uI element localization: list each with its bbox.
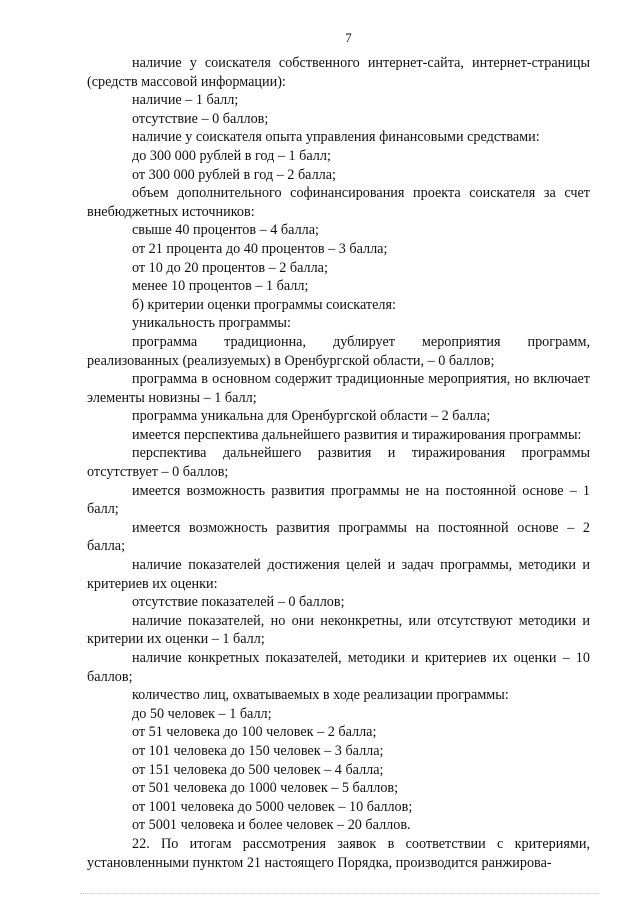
paragraph: от 51 человека до 100 человек – 2 балла;: [132, 724, 377, 741]
document-body: [87, 54, 590, 872]
paragraph: наличие конкретных показателей, методики и критериев их оценки – 10 баллов;: [87, 650, 590, 685]
paragraph: перспектива дальнейшего развития и тиражирования программы отсутствует – 0 баллов;: [87, 445, 590, 481]
paragraph: от 501 человека до 1000 человек – 5 баллов;: [132, 780, 399, 797]
paragraph: до 300 000 рублей в год – 1 балл;: [132, 147, 331, 164]
paragraph: б) критерии оценки программы соискателя:: [132, 296, 396, 313]
paragraph: программа традиционна, дублирует мероприятия программ, реализованных (реализуемых) в Оренбургской области, – 0 баллов;: [87, 333, 590, 369]
paragraph: программа уникальна для Оренбургской области – 2 балла;: [132, 408, 491, 425]
paragraph: наличие у соискателя опыта управления финансовыми средствами:: [132, 129, 540, 146]
paragraph: имеется возможность развития программы не на постоянной основе – 1 балл;: [87, 482, 590, 518]
paragraph: от 21 процента до 40 процентов – 3 балла;: [132, 240, 388, 257]
paragraph: наличие у соискателя собственного интернет-сайта, интернет-страницы (средств массовой информации):: [87, 55, 590, 90]
page-number: 7: [345, 30, 352, 45]
paragraph: от 10 до 20 процентов – 2 балла;: [132, 259, 328, 276]
paragraph: от 101 человека до 150 человек – 3 балла;: [132, 742, 384, 759]
paragraph: наличие – 1 балл;: [132, 92, 239, 109]
paragraph: количество лиц, охватываемых в ходе реализации программы:: [132, 687, 509, 704]
paragraph: уникальность программы:: [132, 315, 291, 332]
paragraph: имеется возможность развития программы на постоянной основе – 2 балла;: [87, 519, 590, 555]
paragraph: свыше 40 процентов – 4 балла;: [132, 222, 319, 239]
paragraph: отсутствие показателей – 0 баллов;: [132, 594, 345, 611]
paragraph: от 1001 человека до 5000 человек – 10 баллов;: [132, 798, 413, 815]
paragraph: наличие показателей достижения целей и задач программы, методики и критериев их оценки:: [87, 557, 590, 592]
scan-artifact-line: [80, 893, 600, 898]
paragraph: объем дополнительного софинансирования проекта соискателя за счет внебюджетных источников:: [87, 185, 590, 220]
paragraph: до 50 человек – 1 балл;: [132, 705, 272, 722]
paragraph: менее 10 процентов – 1 балл;: [132, 278, 309, 295]
paragraph: программа в основном содержит традиционные мероприятия, но включает элементы новизны – 1 балл;: [87, 371, 590, 406]
paragraph: имеется перспектива дальнейшего развития и тиражирования программы:: [132, 426, 582, 443]
paragraph: от 300 000 рублей в год – 2 балла;: [132, 166, 336, 183]
paragraph: 22. По итогам рассмотрения заявок в соответствии с критериями, установленными пунктом 21 настоящего Порядка, производится ранжирова-: [87, 835, 590, 871]
paragraph: отсутствие – 0 баллов;: [132, 110, 269, 127]
paragraph: от 151 человека до 500 человек – 4 балла;: [132, 761, 384, 778]
paragraph: наличие показателей, но они неконкретны, или отсутствуют методики и критерии их оценки – 1 балл;: [87, 612, 590, 648]
paragraph: от 5001 человека и более человек – 20 баллов.: [132, 817, 411, 834]
